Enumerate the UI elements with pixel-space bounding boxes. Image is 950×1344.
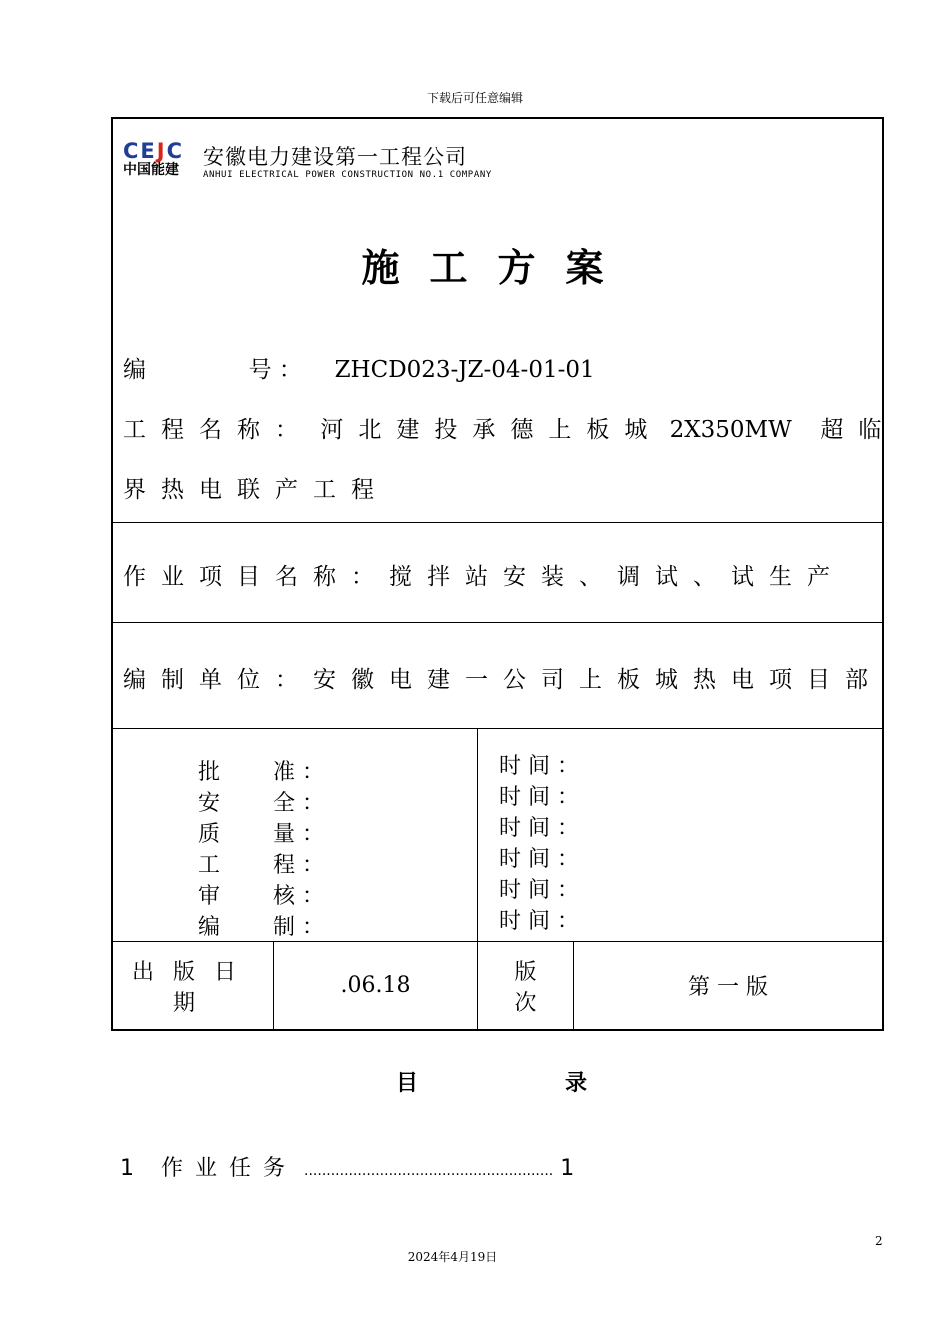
toc-item-dots: ........................................................ [304, 1163, 554, 1179]
work-item-section [113, 523, 882, 623]
signoff-engineering-b: 程 ： [273, 853, 324, 878]
unit-field: 编制单位：安徽电建一公司上板城热电项目部 [123, 667, 883, 693]
time-label-engineering: 时 间 ： [499, 847, 579, 872]
toc-title-2: 录 [565, 1071, 588, 1096]
code-label-2: 号 ： [248, 357, 302, 383]
document-title: 施工方案 [361, 246, 634, 290]
signoff-safety-a: 安 [198, 791, 221, 816]
footer-date: 2024年4月19日 [407, 1250, 498, 1264]
time-label-safety: 时 间 ： [499, 785, 579, 810]
edition-divider-2 [477, 942, 478, 1029]
project-value-1: 河北建投承德上板城 [320, 417, 663, 443]
project-field-line2 [123, 471, 389, 504]
signoff-approve-b: 准 ： [273, 760, 324, 785]
header-note: 下载后可任意编辑 [426, 91, 523, 105]
project-value-2: 2X350MW [669, 417, 792, 443]
project-field [123, 411, 896, 444]
unit-section [113, 623, 882, 729]
signoff-compile-a: 编 [198, 915, 221, 940]
signoff-divider [477, 729, 478, 942]
signoff-approve-a: 批 [198, 760, 221, 785]
toc-item-number: 1 [120, 1156, 134, 1181]
signoff-section [113, 729, 882, 942]
edition-date-value: .06.18 [340, 973, 411, 998]
code-label-1: 编 [123, 357, 146, 383]
work-item-field: 作业项目名称：搅拌站安装、调试、试生产 [123, 564, 845, 590]
code-field [123, 351, 595, 384]
toc-item-page: 1 [560, 1156, 575, 1181]
company-name-cn: 安徽电力建设第一工程公司 [203, 145, 467, 169]
logo-cn-text: 中国能建 [123, 162, 179, 178]
signoff-labels-a [198, 757, 220, 943]
project-label: 工程名称： [123, 417, 313, 443]
page-number: 2 [875, 1234, 883, 1248]
edition-version-value: 第 一 版 [688, 975, 768, 1000]
time-label-approve: 时 间 ： [499, 754, 579, 779]
toc-title-1: 目 [396, 1071, 419, 1096]
signoff-time-labels [499, 751, 579, 937]
company-name-en: ANHUI ELECTRICAL POWER CONSTRUCTION NO.1 COMPANY [203, 170, 492, 180]
signoff-review-b: 核 ： [273, 884, 324, 909]
signoff-safety-b: 全 ： [273, 791, 324, 816]
signoff-engineering-a: 工 [198, 853, 221, 878]
project-value-3: 超临 [820, 417, 897, 443]
edition-version-label: 版 次 [514, 959, 537, 1016]
project-value-4: 界热电联产工程 [123, 477, 389, 503]
time-label-compile: 时 间 ： [499, 909, 579, 934]
signoff-quality-b: 量 ： [273, 822, 324, 847]
signoff-compile-b: 制 ： [273, 915, 324, 940]
cover-form [111, 117, 897, 1031]
time-label-review: 时 间 ： [499, 878, 579, 903]
signoff-quality-a: 质 [198, 822, 221, 847]
toc-item-text: 作业任务 [161, 1156, 298, 1181]
edition-date-label: 出 版 日 期 [132, 959, 242, 1016]
cover-header-section [113, 119, 897, 523]
toc-item[interactable] [120, 1151, 574, 1182]
company-logo [123, 141, 184, 179]
signoff-labels-b [273, 757, 324, 943]
logo-mark: CEJC [123, 139, 185, 163]
signoff-review-a: 审 [198, 884, 221, 909]
edition-section [113, 942, 882, 1029]
time-label-quality: 时 间 ： [499, 816, 579, 841]
code-value: ZHCD023-JZ-04-01-01 [334, 357, 595, 383]
